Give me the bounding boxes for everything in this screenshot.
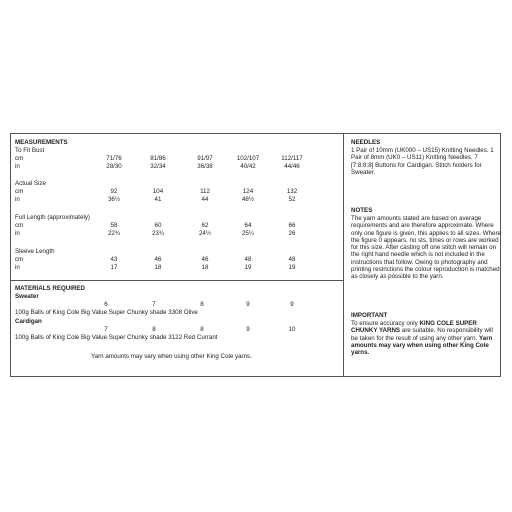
sweater-qty-5: 9 <box>290 301 294 308</box>
length-in-3: 24½ <box>198 230 212 237</box>
sleeve-in-label: in <box>15 264 20 271</box>
length-in-label: in <box>15 230 20 237</box>
sleeve-cm-5: 48 <box>288 256 296 263</box>
sleeve-cm-label: cm <box>15 256 24 263</box>
notes-title: NOTES <box>351 207 373 214</box>
section-divider <box>11 280 343 281</box>
important-bold-b: Yarn amounts may vary when using other King Cole yarns. <box>351 334 493 357</box>
fit-bust-in-3: 36/38 <box>197 163 213 170</box>
materials-title: MATERIALS REQUIRED <box>15 285 86 292</box>
sleeve-in-1: 17 <box>110 264 118 271</box>
needles-title: NEEDLES <box>351 139 381 146</box>
length-cm-1: 58 <box>110 222 118 229</box>
actual-cm-1: 92 <box>110 188 118 195</box>
fit-bust-cm-1: 71/76 <box>106 155 122 162</box>
length-cm-3: 62 <box>201 222 209 229</box>
fit-bust-in-2: 32/34 <box>150 163 166 170</box>
cardigan-qty-1: 7 <box>104 326 108 333</box>
sleeve-length-label: Sleeve Length <box>15 248 55 255</box>
sleeve-in-2: 18 <box>154 264 162 271</box>
full-length-label: Full Length (approximately) <box>15 214 90 221</box>
actual-cm-5: 132 <box>286 188 298 195</box>
sleeve-in-4: 19 <box>244 264 252 271</box>
needles-text: 1 Pair of 10mm (UK000 – US15) Knitting Needles. 1 Pair of 8mm (UK0 – US11) Knitting Needles. 7 [7:8:8:8] Buttons for Cardigan. Stitch holders for Sweater. <box>351 147 494 176</box>
cardigan-qty-5: 10 <box>288 326 296 333</box>
sweater-qty-2: 7 <box>152 301 156 308</box>
fit-bust-label: To Fit Bust <box>15 147 45 154</box>
cardigan-qty-3: 8 <box>200 326 204 333</box>
sleeve-cm-1: 43 <box>110 256 118 263</box>
fit-bust-cm-2: 81/86 <box>150 155 166 162</box>
fit-bust-cm-3: 91/97 <box>197 155 213 162</box>
actual-in-4: 48½ <box>241 196 255 203</box>
cardigan-qty-2: 8 <box>152 326 156 333</box>
length-cm-2: 60 <box>154 222 162 229</box>
fit-bust-in-4: 40/42 <box>240 163 256 170</box>
length-in-4: 25¼ <box>241 230 255 237</box>
cardigan-qty-4: 9 <box>246 326 250 333</box>
actual-in-label: in <box>15 196 20 203</box>
sleeve-cm-4: 48 <box>244 256 252 263</box>
length-cm-5: 66 <box>288 222 296 229</box>
sweater-qty-4: 9 <box>246 301 250 308</box>
actual-in-1: 36½ <box>107 196 121 203</box>
yarn-amount-note: Yarn amounts may vary when using other King Cole yarns. <box>91 353 252 360</box>
important-title: IMPORTANT <box>351 312 388 319</box>
fit-bust-cm-5: 112/117 <box>281 155 303 162</box>
important-text <box>351 320 501 356</box>
sweater-label: Sweater <box>15 293 39 300</box>
column-divider <box>343 134 344 376</box>
measurements-title: MEASUREMENTS <box>15 139 68 146</box>
length-cm-4: 64 <box>244 222 252 229</box>
actual-in-2: 41 <box>154 196 162 203</box>
length-in-1: 22¾ <box>107 230 121 237</box>
fit-bust-cm-label: cm <box>15 155 24 162</box>
actual-cm-3: 112 <box>200 188 210 195</box>
fit-bust-in-5: 44/46 <box>284 163 300 170</box>
actual-cm-4: 124 <box>242 188 254 195</box>
actual-in-3: 44 <box>201 196 209 203</box>
sleeve-in-5: 19 <box>288 264 296 271</box>
sleeve-cm-3: 46 <box>201 256 209 263</box>
actual-in-5: 52 <box>288 196 296 203</box>
actual-cm-label: cm <box>15 188 24 195</box>
fit-bust-in-label: in <box>15 163 20 170</box>
fit-bust-cm-4: 102/107 <box>236 155 260 162</box>
length-in-5: 26 <box>288 230 296 237</box>
cardigan-yarn-desc: 100g Balls of King Cole Big Value Super Chunky shade 3122 Red Currant <box>15 334 218 341</box>
sleeve-in-3: 18 <box>201 264 209 271</box>
sleeve-cm-2: 46 <box>154 256 162 263</box>
length-in-2: 23¾ <box>151 230 165 237</box>
length-cm-label: cm <box>15 222 24 229</box>
notes-text: The yarn amounts stated are based on average requirements and are therefore approximate. Where only one figure is given, this applies to all sizes. Where the figure 0 appears, no sts, times or rows are worked for this size. After casting off one stitch will remain on the right hand needle which is not included in the instructions that follow. Owing to photography and printing restrictions the colour reproduction is matched as closely as possible to the yarn. <box>351 215 501 281</box>
actual-cm-2: 104 <box>152 188 164 195</box>
important-text-a: To ensure accuracy only <box>351 320 418 327</box>
pattern-info-table <box>10 133 501 377</box>
sweater-qty-3: 8 <box>200 301 204 308</box>
cardigan-label: Cardigan <box>15 318 42 325</box>
important-bold-a: KING COLE SUPER CHUNKY YARNS <box>351 320 477 335</box>
actual-size-label: Actual Size <box>15 180 46 187</box>
sweater-yarn-desc: 100g Balls of King Cole Big Value Super Chunky shade 3308 Olive <box>15 309 198 316</box>
sweater-qty-1: 6 <box>104 301 108 308</box>
important-text-b: are suitable. No responsibility will be taken for the result of using any other yarn. <box>351 327 493 342</box>
fit-bust-in-1: 28/30 <box>106 163 122 170</box>
